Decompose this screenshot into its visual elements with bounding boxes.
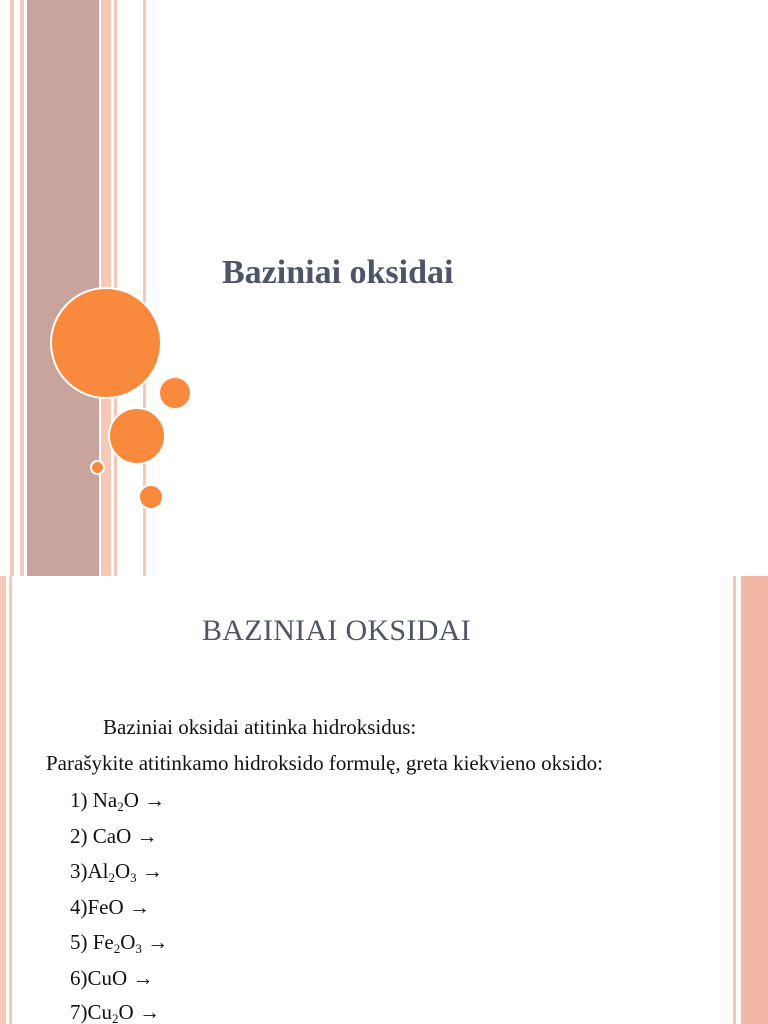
oxide-item (70, 788, 165, 813)
arrow-symbol: → (138, 788, 166, 812)
formula-text: Cu (87, 1000, 113, 1024)
oxide-item (70, 1000, 160, 1024)
arrow-symbol: → (141, 930, 169, 954)
item-number: 6) (70, 966, 88, 990)
item-number: 7) (70, 1000, 88, 1024)
formula-subscript: 2 (113, 941, 121, 956)
oxide-item (70, 824, 158, 849)
oxide-item (70, 930, 168, 955)
slide-title: Baziniai oksidai (222, 254, 454, 291)
slide-title: BAZINIAI OKSIDAI (202, 614, 471, 647)
arrow-symbol: → (123, 895, 150, 919)
item-number: 5) (70, 930, 93, 954)
formula-text: FeO (87, 895, 124, 919)
decorative-stripe (9, 576, 12, 1024)
formula-subscript: 3 (135, 941, 142, 956)
formula-subscript: 2 (112, 1011, 119, 1024)
decorative-circle-tiny (90, 460, 105, 475)
arrow-symbol: → (131, 824, 158, 848)
decorative-circle-large (50, 287, 162, 399)
formula-text: Al (87, 859, 109, 883)
formula-text: Na (92, 788, 118, 812)
decorative-stripe (733, 576, 736, 1024)
content-slide (0, 576, 768, 1024)
arrow-symbol: → (127, 966, 154, 990)
formula-subscript: 2 (117, 799, 124, 814)
decorative-stripe (0, 576, 6, 1024)
item-number: 2) (70, 824, 93, 848)
instruction-text: Parašykite atitinkamo hidroksido formulę, greta kiekvieno oksido: (46, 751, 603, 775)
formula-text: CaO (92, 824, 132, 848)
formula-text: O (115, 859, 131, 883)
formula-text: O (120, 930, 136, 954)
formula-subscript: 2 (108, 870, 115, 885)
oxide-item (70, 895, 150, 920)
intro-text: Baziniai oksidai atitinka hidroksidus: (103, 715, 417, 739)
decorative-circle-medium (108, 407, 166, 465)
oxide-item (70, 859, 163, 884)
formula-text: O (123, 788, 139, 812)
decorative-stripe (20, 0, 24, 576)
decorative-stripe (741, 576, 768, 1024)
decorative-circle-small (158, 376, 192, 410)
formula-subscript: 3 (130, 870, 137, 885)
decorative-circle-small (138, 484, 164, 510)
decorative-stripe (10, 0, 14, 576)
item-number: 3) (70, 859, 88, 883)
item-number: 4) (70, 895, 88, 919)
formula-text: CuO (87, 966, 128, 990)
item-number: 1) (70, 788, 93, 812)
arrow-symbol: → (133, 1000, 160, 1024)
decorative-stripe (27, 0, 99, 576)
formula-text: Fe (92, 930, 114, 954)
oxide-item (70, 966, 153, 991)
formula-text: O (118, 1000, 134, 1024)
arrow-symbol: → (136, 859, 163, 883)
